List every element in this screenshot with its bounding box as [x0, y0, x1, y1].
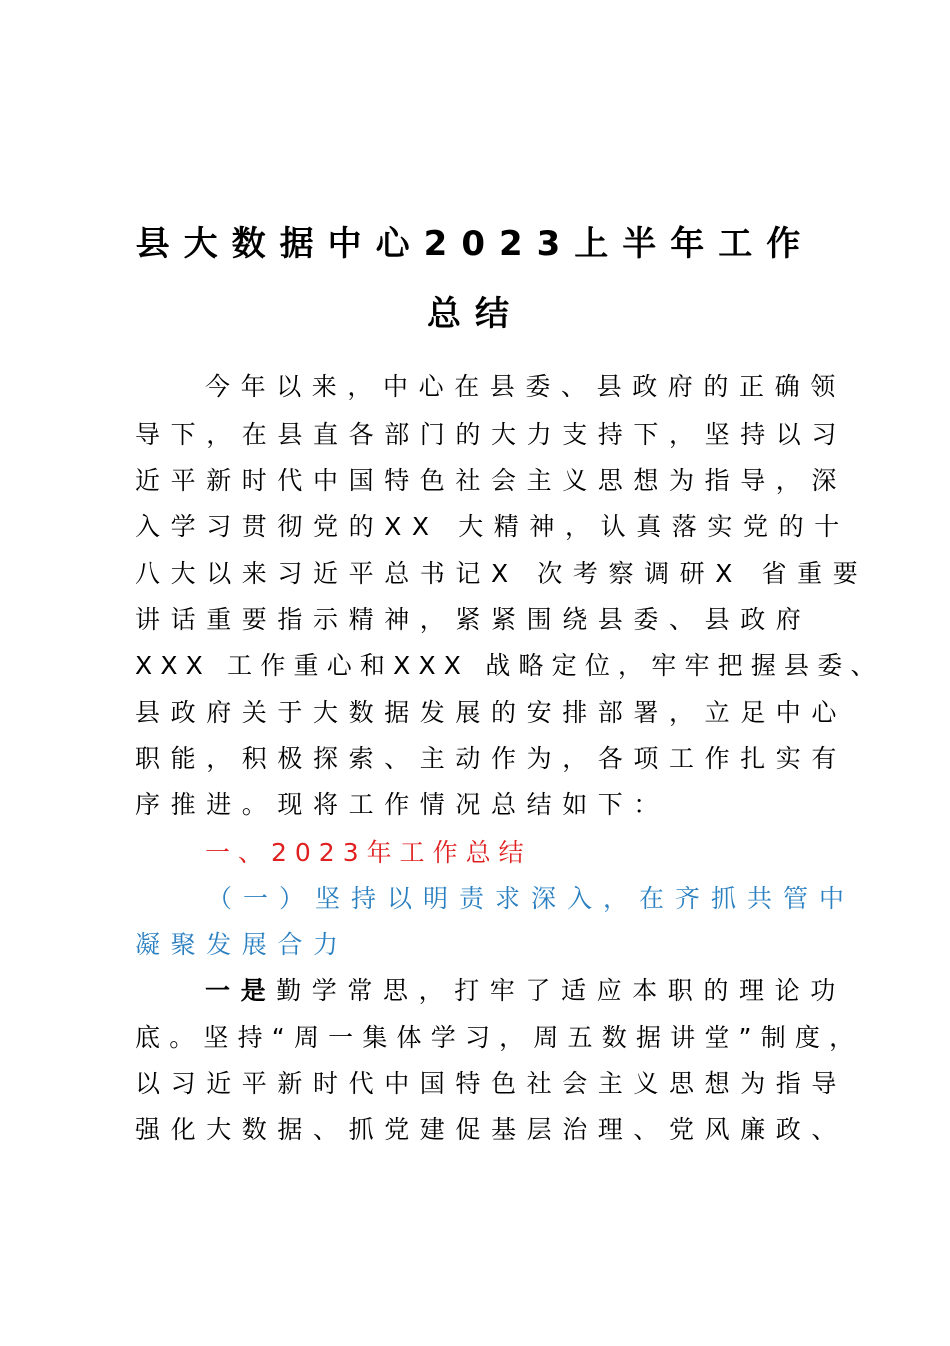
section-heading: 一、2023年工作总结: [205, 838, 532, 867]
intro-line-7: XXX 工作重心和XXX 战略定位，牢牢把握县委、: [135, 651, 884, 680]
point-one-line-4: 强化大数据、抓党建促基层治理、党风廉政、: [135, 1115, 848, 1144]
intro-line-6: 讲话重要指示精神，紧紧围绕县委、县政府: [135, 605, 812, 634]
point-one-first-line-text: 勤学常思，打牢了适应本职的理论功: [276, 976, 846, 1005]
intro-line-5: 八大以来习近平总书记X 次考察调研X 省重要: [135, 559, 869, 588]
point-one-line-2: 底。坚持“周一集体学习，周五数据讲堂”制度，: [135, 1023, 864, 1052]
intro-line-1: 今年以来，中心在县委、县政府的正确领: [205, 372, 846, 401]
intro-line-9: 职能，积极探索、主动作为，各项工作扎实有: [135, 744, 848, 773]
document-title-line-2: 总结: [427, 294, 523, 334]
intro-line-10: 序推进。现将工作情况总结如下：: [135, 790, 670, 819]
point-one-first-line: [205, 976, 846, 1006]
point-one-lead: 一是: [205, 976, 277, 1005]
intro-line-2: 导下，在县直各部门的大力支持下，坚持以习: [135, 420, 848, 449]
intro-line-4: 入学习贯彻党的XX 大精神，认真落实党的十: [135, 512, 850, 541]
document-title-line-1: 县大数据中心2023上半年工作: [135, 224, 815, 264]
intro-line-8: 县政府关于大数据发展的安排部署，立足中心: [135, 698, 848, 727]
subsection-heading-line-1: （一）坚持以明责求深入，在齐抓共管中: [207, 884, 856, 913]
subsection-heading-line-2: 凝聚发展合力: [135, 930, 349, 959]
intro-line-3: 近平新时代中国特色社会主义思想为指导，深: [135, 466, 848, 495]
point-one-line-3: 以习近平新时代中国特色社会主义思想为指导: [135, 1069, 848, 1098]
